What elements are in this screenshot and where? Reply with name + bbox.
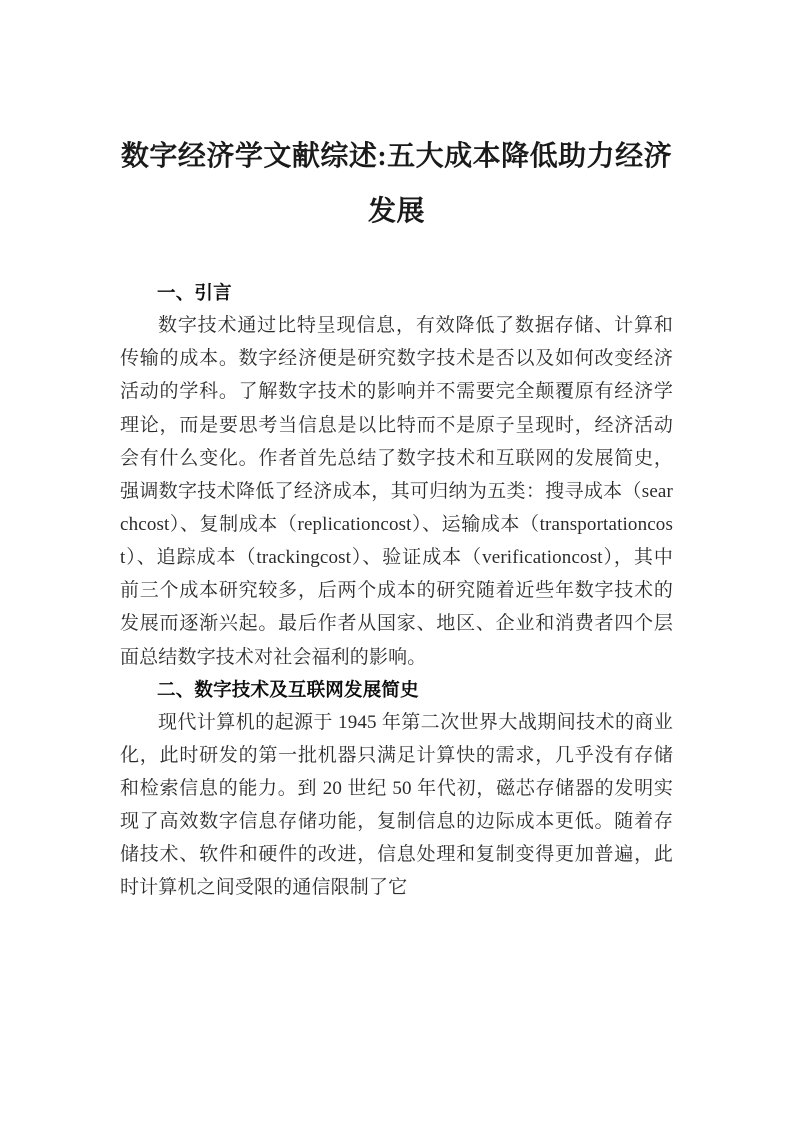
section-paragraph-history: 现代计算机的起源于 1945 年第二次世界大战期间技术的商业化，此时研发的第一批机器只满足计算快的需求，几乎没有存储和检索信息的能力。到 20 世纪 50 年代初，磁芯存储器的发明实现了高效数字信息存储功能，复制信息的边际成本更低。随着存储技术、软件和硬件的改进，信息处理和复制变得更加普遍，此时计算机之间受限的通信限制了它 xyxy=(120,711,673,899)
section-heading-history: 二、数字技术及互联网发展简史 xyxy=(157,679,419,701)
page-title: 数字经济学文献综述:五大成本降低助力经济发展 xyxy=(120,141,673,227)
section-paragraph-introduction: 数字技术通过比特呈现信息，有效降低了数据存储、计算和传输的成本。数字经济便是研究数字技术是否以及如何改变经济活动的学科。了解数字技术的影响并不需要完全颠覆原有经济学理论，而是要思考当信息是以比特而不是原子呈现时，经济活动会有什么变化。作者首先总结了数字技术和互联网的发展简史，强调数字技术降低了经济成本，其可归纳为五类：搜寻成本（searchcost）、复制成本（replicationcost）、运输成本（transportationcost）、追踪成本（trackingcost）、验证成本（verificationcost），其中前三个成本研究较多，后两个成本的研究随着近些年数字技术的发展而逐渐兴起。最后作者从国家、地区、企业和消费者四个层面总结数字技术对社会福利的影响。 xyxy=(120,315,673,668)
page-content xyxy=(120,0,673,905)
section-heading-introduction: 一、引言 xyxy=(157,283,232,305)
